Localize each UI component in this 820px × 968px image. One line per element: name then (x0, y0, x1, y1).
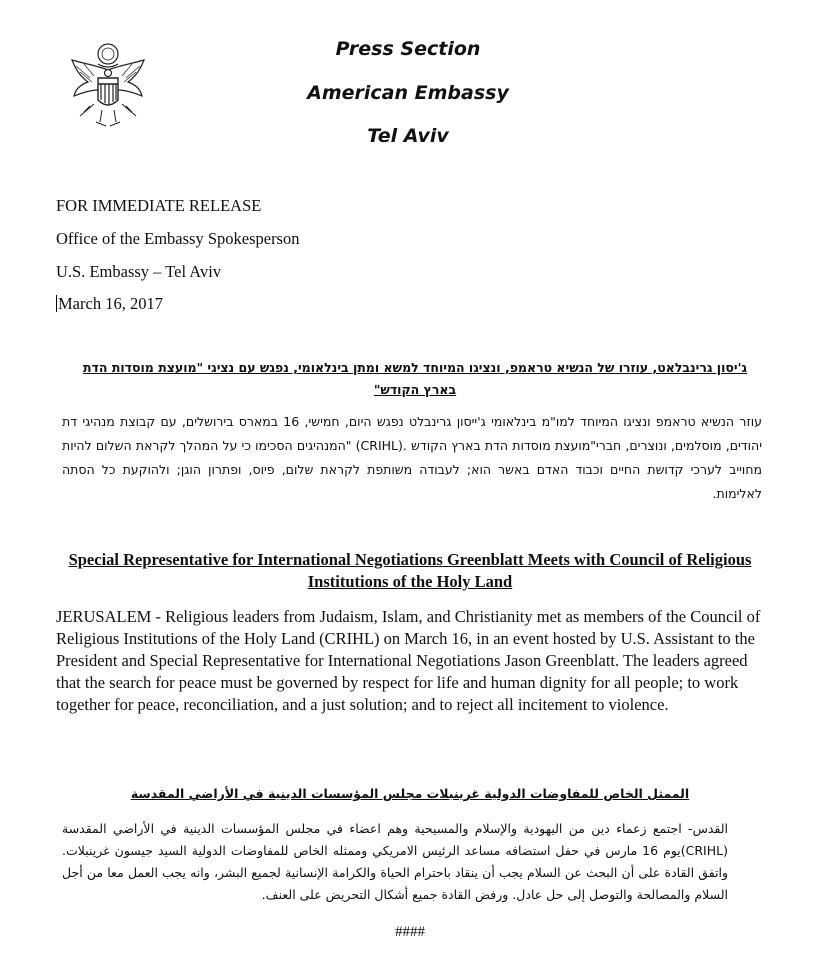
hebrew-body: עוזר הנשיא טראמפ ונציגו המיוחד למו"מ בינלאומי ג'ייסון גרינבלט נפגש היום, חמישי, 16 במארס בירושלים, עם קבוצת מנהיגי דת יהודים, מוסלמים, ונוצרים, חברי"מועצת מוסדות הדת בארץ הקודש .(CRIHL) "המנהיגים הסכימו כי על המהלך לקראת השלום להיות מחוייב לערכי קדושת החיים וכבוד האדם באשר הוא; לעבודה משותפת לקראת שלום, פיוס, ופתרון הוגן; ולהוקעת כל הסתה לאלימות. (62, 414, 763, 501)
arabic-body: القدس- اجتمع زعماء دين من اليهودية والإسلام والمسيحية وهم اعضاء في مجلس المؤسسات الدينية في الأراضي المقدسة (CRIHL)يوم 16 مارس في حفل استضافه مساعد الرئيس الامريكي وممثله الخاص للمفاوضات الدولية السيد جيسون غرينبلات. واتفق القادة على أن البحث عن السلام يجب أن ينقاد باحترام الحياة والكرامة الإنسانية لجميع البشر، وانه يجب العمل معا من أجل السلام والمصالحة والتوصل إلى حل عادل. ورفض القادة جميع أشكال التحريض على العنف. (62, 821, 728, 902)
release-location: U.S. Embassy – Tel Aviv (56, 262, 222, 281)
hebrew-title (70, 357, 760, 401)
arabic-title-text: الممثل الخاص للمفاوضات الدولية غرينبلات مجلس المؤسسات الدينية في الأراضي المقدسة (130, 786, 690, 801)
end-mark: #### (395, 924, 425, 940)
embassy-heading: American Embassy (307, 82, 509, 104)
city-heading: Tel Aviv (367, 125, 449, 147)
text-cursor (56, 295, 57, 312)
english-body-text: Religious leaders from Judaism, Islam, and Christianity met as members of the Council of Religious Institutions of the Holy Land (CRIHL) on March 16, in an event hosted by U.S. Assistant to the President and Special Representative for International Negotiations Jason Greenblatt. The leaders agreed that the search for peace must be governed by respect for life and human dignity for all people; to work together for peace, reconciliation, and a just solution; and to reject all incitement to violence. (56, 607, 761, 714)
release-office: Office of the Embassy Spokesperson (56, 229, 300, 248)
release-status: FOR IMMEDIATE RELEASE (56, 196, 262, 215)
arabic-title (80, 786, 740, 801)
english-title: Special Representative for International Negotiations Greenblatt Meets with Council of Religious Institutions of the Holy Land (68, 550, 752, 591)
hebrew-title-text: ג'יסון גרינבלאט, עוזרו של הנשיא טראמפ, ונציגו המיוחד למשא ומתן בינלאומי, נפגש עם נציגי "מועצת מוסדות הדת בארץ הקודש" (83, 360, 747, 397)
great-seal-icon (58, 40, 158, 140)
english-dateline: JERUSALEM - (56, 607, 161, 626)
release-date: March 16, 2017 (58, 294, 163, 313)
english-body (56, 606, 762, 716)
press-section-heading: Press Section (335, 38, 481, 60)
release-date-line[interactable] (56, 294, 163, 314)
